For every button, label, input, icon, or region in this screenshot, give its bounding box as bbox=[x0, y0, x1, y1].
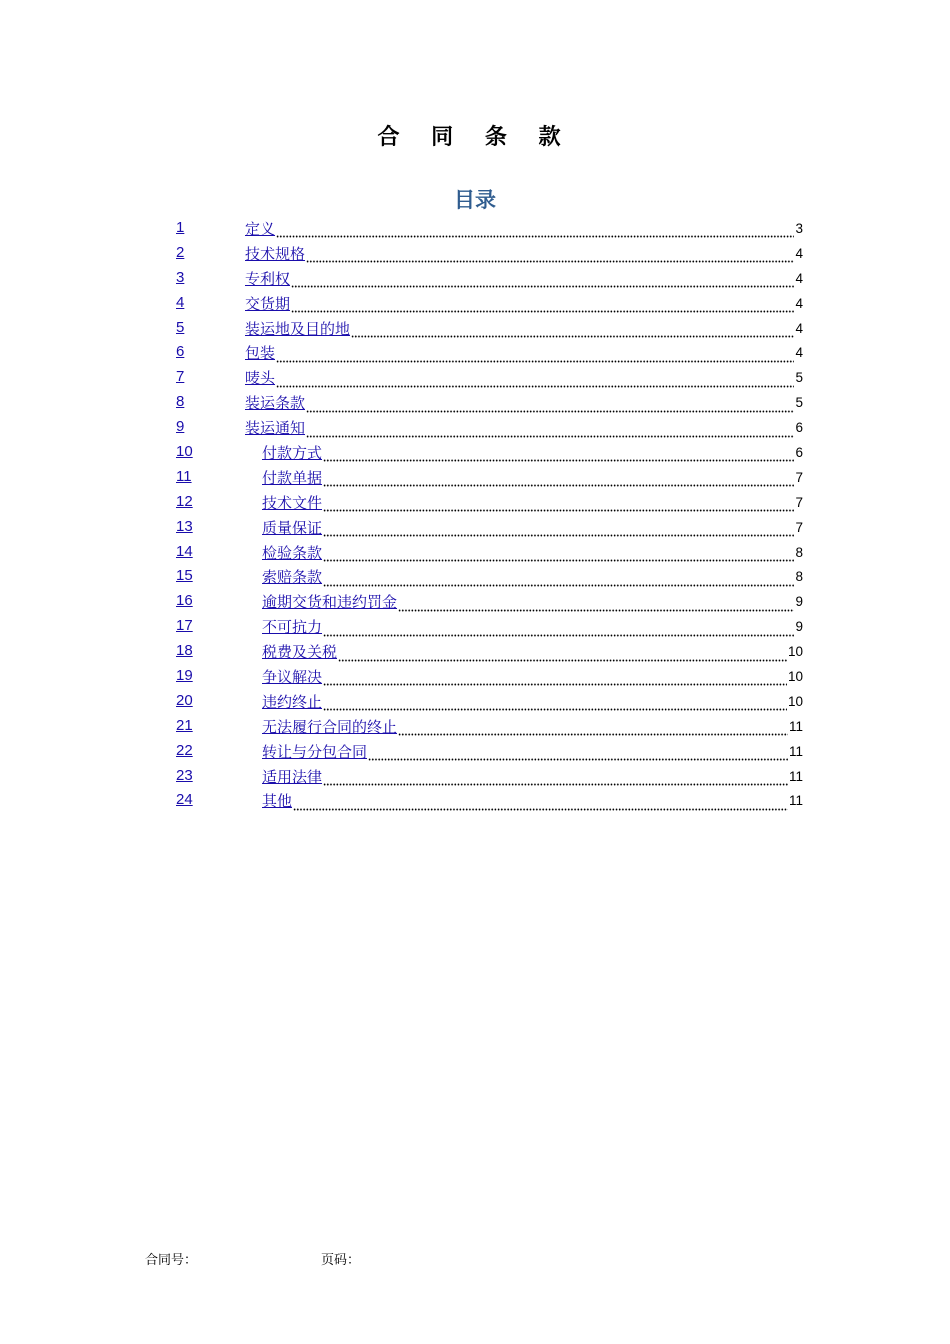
toc-entry-number-link[interactable]: 16 bbox=[176, 592, 193, 610]
toc-entry bbox=[262, 490, 803, 515]
toc-entry bbox=[262, 714, 803, 739]
toc-entry-title-link[interactable]: 争议解决 bbox=[262, 667, 323, 686]
toc-dot-leader bbox=[276, 226, 794, 238]
toc-entry-title-link[interactable]: 其他 bbox=[262, 792, 293, 811]
toc-dot-leader bbox=[293, 799, 788, 811]
toc-dot-leader bbox=[306, 251, 794, 263]
toc-page-number: 9 bbox=[795, 594, 803, 610]
toc-entry bbox=[262, 689, 803, 714]
toc-entry-title-link[interactable]: 技术规格 bbox=[245, 244, 306, 263]
toc-entry-number-link[interactable]: 11 bbox=[176, 467, 192, 485]
toc-entry-title-link[interactable]: 装运通知 bbox=[245, 419, 306, 438]
toc-entry bbox=[262, 589, 803, 614]
toc-entry-number-link[interactable]: 20 bbox=[176, 691, 193, 709]
toc-page-number: 11 bbox=[788, 718, 803, 734]
toc-entry-title-link[interactable]: 装运地及目的地 bbox=[245, 319, 351, 338]
toc-row[interactable] bbox=[176, 440, 803, 465]
toc-page-number: 5 bbox=[795, 370, 803, 386]
toc-page-number: 4 bbox=[795, 270, 803, 286]
toc-entry-number-link[interactable]: 9 bbox=[176, 418, 185, 436]
toc-entry bbox=[245, 340, 803, 365]
toc-entry bbox=[245, 415, 803, 440]
toc-row[interactable] bbox=[176, 564, 803, 589]
toc-entry-number-link[interactable]: 8 bbox=[176, 393, 185, 411]
toc-page-number: 8 bbox=[795, 544, 803, 560]
toc-entry bbox=[262, 440, 803, 465]
toc-page-number: 6 bbox=[795, 444, 803, 460]
toc-dot-leader bbox=[398, 724, 788, 736]
toc-row[interactable] bbox=[176, 540, 803, 565]
toc-entry-number-link[interactable]: 4 bbox=[176, 293, 185, 311]
toc-entry-number-link[interactable]: 21 bbox=[176, 716, 193, 734]
toc-entry bbox=[262, 465, 803, 490]
toc-page-number: 11 bbox=[788, 793, 803, 809]
toc-page-number: 4 bbox=[795, 345, 803, 361]
toc-row[interactable] bbox=[176, 316, 803, 341]
toc-row[interactable] bbox=[176, 739, 803, 764]
toc-entry-title-link[interactable]: 定义 bbox=[245, 219, 276, 238]
contract-number-label: 合同号： bbox=[145, 1253, 198, 1268]
toc-entry bbox=[262, 788, 803, 813]
toc-dot-leader bbox=[291, 301, 794, 313]
toc-row[interactable] bbox=[176, 788, 803, 813]
toc-entry bbox=[262, 639, 803, 664]
toc-entry-number-link[interactable]: 24 bbox=[176, 791, 193, 809]
toc-dot-leader bbox=[323, 450, 794, 462]
toc-entry bbox=[245, 365, 803, 390]
toc-dot-leader bbox=[306, 426, 794, 438]
table-of-contents bbox=[176, 216, 803, 813]
toc-entry-title-link[interactable]: 检验条款 bbox=[262, 543, 323, 562]
toc-entry-title-link[interactable]: 索赔条款 bbox=[262, 568, 323, 587]
toc-entry-title-link[interactable]: 不可抗力 bbox=[262, 618, 323, 637]
toc-entry-number-link[interactable]: 19 bbox=[176, 667, 193, 685]
toc-row[interactable] bbox=[176, 340, 803, 365]
toc-row[interactable] bbox=[176, 266, 803, 291]
toc-dot-leader bbox=[276, 376, 794, 388]
toc-entry-title-link[interactable]: 唛头 bbox=[245, 369, 276, 388]
toc-entry-number-link[interactable]: 17 bbox=[176, 617, 193, 635]
toc-row[interactable] bbox=[176, 515, 803, 540]
toc-row[interactable] bbox=[176, 390, 803, 415]
toc-entry-title-link[interactable]: 专利权 bbox=[245, 269, 291, 288]
toc-dot-leader bbox=[351, 326, 794, 338]
toc-row[interactable] bbox=[176, 241, 803, 266]
toc-entry bbox=[262, 515, 803, 540]
toc-entry-number-link[interactable]: 15 bbox=[176, 567, 193, 585]
toc-entry-number-link[interactable]: 22 bbox=[176, 741, 193, 759]
toc-page-number: 9 bbox=[795, 619, 803, 635]
toc-row[interactable] bbox=[176, 664, 803, 689]
toc-entry-number-link[interactable]: 12 bbox=[176, 492, 193, 510]
toc-dot-leader bbox=[338, 650, 787, 662]
toc-entry-title-link[interactable]: 交货期 bbox=[245, 294, 291, 313]
toc-page-number: 4 bbox=[795, 320, 803, 336]
toc-heading: 目录 bbox=[454, 188, 496, 212]
toc-dot-leader bbox=[291, 276, 794, 288]
toc-row[interactable] bbox=[176, 764, 803, 789]
toc-page-number: 7 bbox=[795, 519, 803, 535]
toc-dot-leader bbox=[323, 550, 794, 562]
toc-entry-number-link[interactable]: 3 bbox=[176, 268, 185, 286]
toc-entry-number-link[interactable]: 14 bbox=[176, 542, 193, 560]
toc-entry bbox=[262, 564, 803, 589]
toc-entry bbox=[262, 664, 803, 689]
toc-row[interactable] bbox=[176, 714, 803, 739]
toc-dot-leader bbox=[323, 699, 787, 711]
toc-page-number: 4 bbox=[795, 245, 803, 261]
toc-dot-leader bbox=[323, 674, 787, 686]
toc-entry-title-link[interactable]: 装运条款 bbox=[245, 394, 306, 413]
toc-entry-title-link[interactable]: 转让与分包合同 bbox=[262, 742, 368, 761]
toc-dot-leader bbox=[276, 351, 794, 363]
toc-dot-leader bbox=[398, 600, 794, 612]
toc-page-number: 4 bbox=[795, 295, 803, 311]
toc-entry bbox=[262, 540, 803, 565]
toc-dot-leader bbox=[306, 401, 794, 413]
toc-page-number: 7 bbox=[795, 494, 803, 510]
toc-row[interactable] bbox=[176, 216, 803, 241]
toc-page-number: 5 bbox=[795, 395, 803, 411]
toc-entry-number-link[interactable]: 18 bbox=[176, 642, 193, 660]
toc-entry-title-link[interactable]: 付款单据 bbox=[262, 468, 323, 487]
toc-entry-title-link[interactable]: 包装 bbox=[245, 344, 276, 363]
toc-entry-title-link[interactable]: 质量保证 bbox=[262, 518, 323, 537]
toc-entry bbox=[262, 739, 803, 764]
toc-entry-number-link[interactable]: 10 bbox=[176, 443, 193, 461]
toc-dot-leader bbox=[368, 749, 788, 761]
toc-entry-number-link[interactable]: 1 bbox=[176, 219, 185, 236]
toc-entry-number-link[interactable]: 7 bbox=[176, 368, 185, 386]
toc-page-number: 10 bbox=[787, 668, 803, 684]
toc-entry bbox=[262, 764, 803, 789]
toc-page-number: 3 bbox=[795, 220, 803, 236]
toc-row[interactable] bbox=[176, 365, 803, 390]
toc-page-number: 7 bbox=[795, 469, 803, 485]
toc-entry-title-link[interactable]: 适用法律 bbox=[262, 767, 323, 786]
toc-row[interactable] bbox=[176, 465, 803, 490]
toc-entry-number-link[interactable]: 23 bbox=[176, 766, 193, 784]
toc-entry-title-link[interactable]: 付款方式 bbox=[262, 443, 323, 462]
toc-entry bbox=[245, 266, 803, 291]
toc-entry-number-link[interactable]: 6 bbox=[176, 343, 185, 361]
toc-entry-number-link[interactable]: 2 bbox=[176, 243, 185, 261]
toc-entry-title-link[interactable]: 违约终止 bbox=[262, 692, 323, 711]
toc-dot-leader bbox=[323, 575, 794, 587]
toc-entry-title-link[interactable]: 无法履行合同的终止 bbox=[262, 717, 398, 736]
toc-entry bbox=[245, 291, 803, 316]
page-number-label: 页码： bbox=[321, 1253, 361, 1268]
toc-dot-leader bbox=[323, 500, 794, 512]
toc-entry-number-link[interactable]: 13 bbox=[176, 517, 193, 535]
toc-row[interactable] bbox=[176, 639, 803, 664]
toc-page-number: 11 bbox=[788, 743, 803, 759]
toc-page-number: 6 bbox=[795, 420, 803, 436]
toc-row[interactable] bbox=[176, 415, 803, 440]
toc-row[interactable] bbox=[176, 490, 803, 515]
toc-page-number: 11 bbox=[788, 768, 803, 784]
toc-dot-leader bbox=[323, 774, 788, 786]
toc-entry-title-link[interactable]: 逾期交货和违约罚金 bbox=[262, 593, 398, 612]
toc-entry bbox=[245, 316, 803, 341]
toc-dot-leader bbox=[323, 525, 794, 537]
toc-row[interactable] bbox=[176, 614, 803, 639]
toc-dot-leader bbox=[323, 625, 794, 637]
toc-entry-title-link[interactable]: 税费及关税 bbox=[262, 643, 338, 662]
toc-row[interactable] bbox=[176, 291, 803, 316]
toc-entry bbox=[245, 241, 803, 266]
toc-row[interactable] bbox=[176, 689, 803, 714]
document-title: 合 同 条 款 bbox=[377, 125, 573, 150]
toc-page-number: 10 bbox=[787, 693, 803, 709]
toc-page-number: 8 bbox=[795, 569, 803, 585]
toc-entry bbox=[245, 216, 803, 241]
toc-dot-leader bbox=[323, 475, 794, 487]
toc-entry bbox=[245, 390, 803, 415]
toc-entry-title-link[interactable]: 技术文件 bbox=[262, 493, 323, 512]
toc-entry bbox=[262, 614, 803, 639]
toc-row[interactable] bbox=[176, 589, 803, 614]
toc-page-number: 10 bbox=[787, 644, 803, 660]
toc-entry-number-link[interactable]: 5 bbox=[176, 318, 185, 336]
